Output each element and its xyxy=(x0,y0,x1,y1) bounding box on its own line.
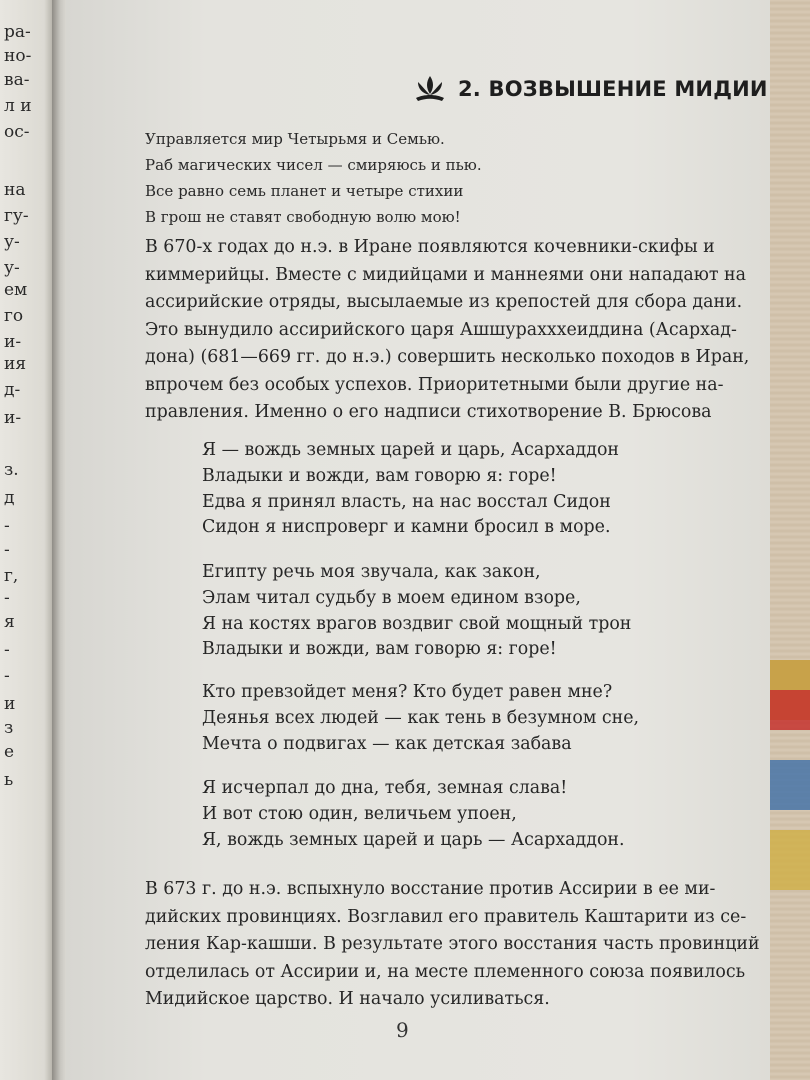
poem-stanza-2 xyxy=(202,560,631,663)
paragraph-line: правления. Именно о его надписи стихотворение В. Брюсова xyxy=(145,402,712,422)
paragraph-line: В 673 г. до н.э. вспыхнуло восстание против Ассирии в ее ми- xyxy=(145,879,716,899)
left-page-fragment: ос- xyxy=(4,122,30,142)
paragraph-line: дийских провинциях. Возглавил его правитель Каштарити из се- xyxy=(145,906,747,927)
poem-line: Кто превзойдет меня? Кто будет равен мне? xyxy=(202,682,613,702)
page-number: 9 xyxy=(396,1018,409,1042)
left-page-fragment: ь xyxy=(4,770,14,790)
poem-stanza-4 xyxy=(202,776,625,853)
left-page-fragment: но- xyxy=(4,46,32,66)
poem-stanza-3 xyxy=(202,680,639,757)
left-page-fragment: на xyxy=(4,180,26,200)
epigraph-line: Управляется мир Четырьмя и Семью. xyxy=(145,130,445,148)
poem-line: Я, вождь земных царей и царь — Асархаддон. xyxy=(202,829,625,850)
left-page-fragment: - xyxy=(4,588,10,608)
epigraph-line: Раб магических чисел — смиряюсь и пью. xyxy=(145,156,482,174)
left-page-fragment: з. xyxy=(4,460,19,480)
paragraph-line: впрочем без особых успехов. Приоритетными были другие на- xyxy=(145,374,724,395)
poem-line: Деянья всех людей — как тень в безумном сне, xyxy=(202,707,640,728)
paragraph-1 xyxy=(145,234,750,427)
left-page-fragment: ия xyxy=(4,354,27,374)
poem-line: Владыки и вожди, вам говорю я: горе! xyxy=(202,639,557,660)
paragraph-line: В 670-х годах до н.э. в Иране появляются кочевники-скифы и xyxy=(145,237,715,257)
left-page-fragment: з xyxy=(4,718,14,738)
left-page-fragment: я xyxy=(4,612,15,632)
left-page-fragment: и- xyxy=(4,332,22,352)
paragraph-line: Мидийское царство. И начало усиливаться. xyxy=(145,989,550,1009)
left-page-fragment: у- xyxy=(4,258,20,278)
paragraph-line: ассирийские отряды, высылаемые из крепостей для сбора дани. xyxy=(145,292,743,312)
left-page-fragment: д xyxy=(4,488,15,508)
fabric-background xyxy=(770,0,810,1080)
left-page-fragment: г, xyxy=(4,566,19,586)
left-page-fragment: ва- xyxy=(4,70,30,90)
left-page-fragment: - xyxy=(4,666,10,686)
paragraph-line: Это вынудило ассирийского царя Ашшурахххеиддина (Асархад- xyxy=(145,319,737,340)
poem-line: Едва я принял власть, на нас восстал Сидон xyxy=(202,491,611,512)
left-page-fragment: и xyxy=(4,694,16,714)
poem-stanza-1 xyxy=(202,438,619,541)
paragraph-line: отделилась от Ассирии и, на месте племенного союза появилось xyxy=(145,961,746,982)
left-page-fragment: д- xyxy=(4,380,21,400)
lotus-ornament-icon xyxy=(412,74,448,104)
book-gutter xyxy=(52,0,66,1080)
poem-line: Я исчерпал до дна, тебя, земная слава! xyxy=(202,778,568,798)
section-title: 2. ВОЗВЫШЕНИЕ МИДИИ xyxy=(458,77,768,101)
poem-line: Мечта о подвигах — как детская забава xyxy=(202,733,572,754)
poem-line: Я — вождь земных царей и царь, Асархаддон xyxy=(202,440,620,460)
poem-line: Элам читал судьбу в моем едином взоре, xyxy=(202,587,581,608)
paragraph-line: киммерийцы. Вместе с мидийцами и маннеями они нападают на xyxy=(145,264,746,285)
left-page-fragment: ра- xyxy=(4,22,31,42)
paragraph-line: ления Кар-кашши. В результате этого восстания часть провинций xyxy=(145,934,760,954)
paragraph-2 xyxy=(145,876,760,1014)
poem-line: Владыки и вожди, вам говорю я: горе! xyxy=(202,465,557,486)
left-page-fragment: гу- xyxy=(4,206,29,226)
epigraph xyxy=(145,126,482,230)
section-heading xyxy=(412,72,768,106)
poem-line: И вот стою один, величьем упоен, xyxy=(202,803,517,824)
paragraph-line: дона) (681—669 гг. до н.э.) совершить несколько походов в Иран, xyxy=(145,347,750,367)
left-page-fragment: и- xyxy=(4,408,22,428)
left-page-fragment: - xyxy=(4,540,10,560)
epigraph-line: Все равно семь планет и четыре стихии xyxy=(145,182,464,200)
left-page-fragment: л и xyxy=(4,96,32,116)
poem-line: Сидон я ниспроверг и камни бросил в море. xyxy=(202,517,611,538)
left-page-fragment: ем xyxy=(4,280,28,300)
poem-line: Египту речь моя звучала, как закон, xyxy=(202,562,541,582)
left-page-fragment: го xyxy=(4,306,24,326)
poem-line: Я на костях врагов воздвиг свой мощный трон xyxy=(202,613,632,634)
left-page-fragment: у- xyxy=(4,232,20,252)
epigraph-line: В грош не ставят свободную волю мою! xyxy=(145,208,461,226)
left-page-edge xyxy=(0,0,52,1080)
left-page-fragment: - xyxy=(4,640,10,660)
left-page-fragment: - xyxy=(4,516,10,536)
left-page-fragment: е xyxy=(4,742,15,762)
